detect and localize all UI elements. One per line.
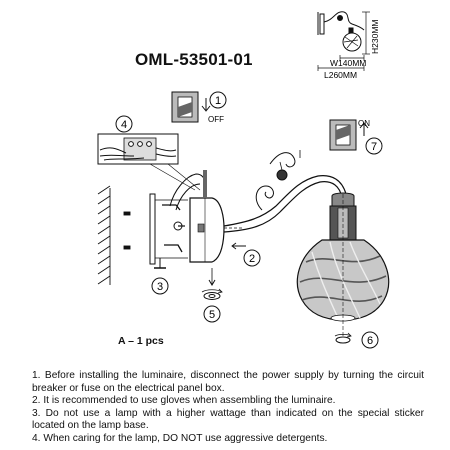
- instruction-item: 1. Before installing the luminaire, disconnect the power supply by turning the circuit breaker or fuse on the electrical panel box.: [32, 370, 424, 394]
- nut-icon: [202, 268, 222, 300]
- step-5-number: 5: [208, 309, 216, 321]
- step-7-badge: [366, 138, 382, 154]
- switch-on-label: ON: [358, 119, 370, 128]
- step-6-number: 6: [366, 335, 374, 347]
- terminal-block-icon: [98, 134, 200, 190]
- step-1-number: 1: [214, 95, 222, 107]
- step-3-badge: [152, 278, 168, 294]
- lamp-arm: [224, 150, 346, 232]
- step-5-badge: [204, 306, 220, 322]
- step-4-badge: [116, 116, 132, 132]
- width-dimension: W140MM: [330, 58, 367, 68]
- step-1-badge: [210, 92, 226, 108]
- step-2-arrow-icon: [232, 243, 246, 249]
- wall-section: [98, 186, 130, 285]
- step-2-badge: [244, 250, 260, 266]
- height-dimension: H230MM: [370, 19, 380, 54]
- model-title: OML-53501-01: [135, 50, 253, 69]
- safety-instructions: [32, 370, 424, 446]
- switch-off-label: OFF: [208, 115, 224, 124]
- finial-icon: [335, 333, 351, 343]
- instruction-item: 4. When caring for the lamp, DO NOT use aggressive detergents.: [32, 432, 328, 444]
- step-6-badge: [362, 332, 378, 348]
- instruction-item: 3. Do not use a lamp with a higher wattage than indicated on the special sticker located on the lamp base.: [32, 407, 424, 432]
- step-7-number: 7: [370, 141, 378, 153]
- step-4-number: 4: [120, 119, 128, 131]
- instruction-item: 2. It is recommended to use gloves when assembling the luminaire.: [32, 395, 336, 407]
- decor-bead-icon: [277, 170, 287, 180]
- switch-off-icon: [172, 92, 210, 122]
- step-3-number: 3: [156, 281, 164, 293]
- step-2-number: 2: [248, 253, 256, 265]
- length-dimension: L260MM: [324, 70, 358, 80]
- mounting-plate: [150, 170, 224, 268]
- parts-count: A – 1 pcs: [118, 335, 164, 347]
